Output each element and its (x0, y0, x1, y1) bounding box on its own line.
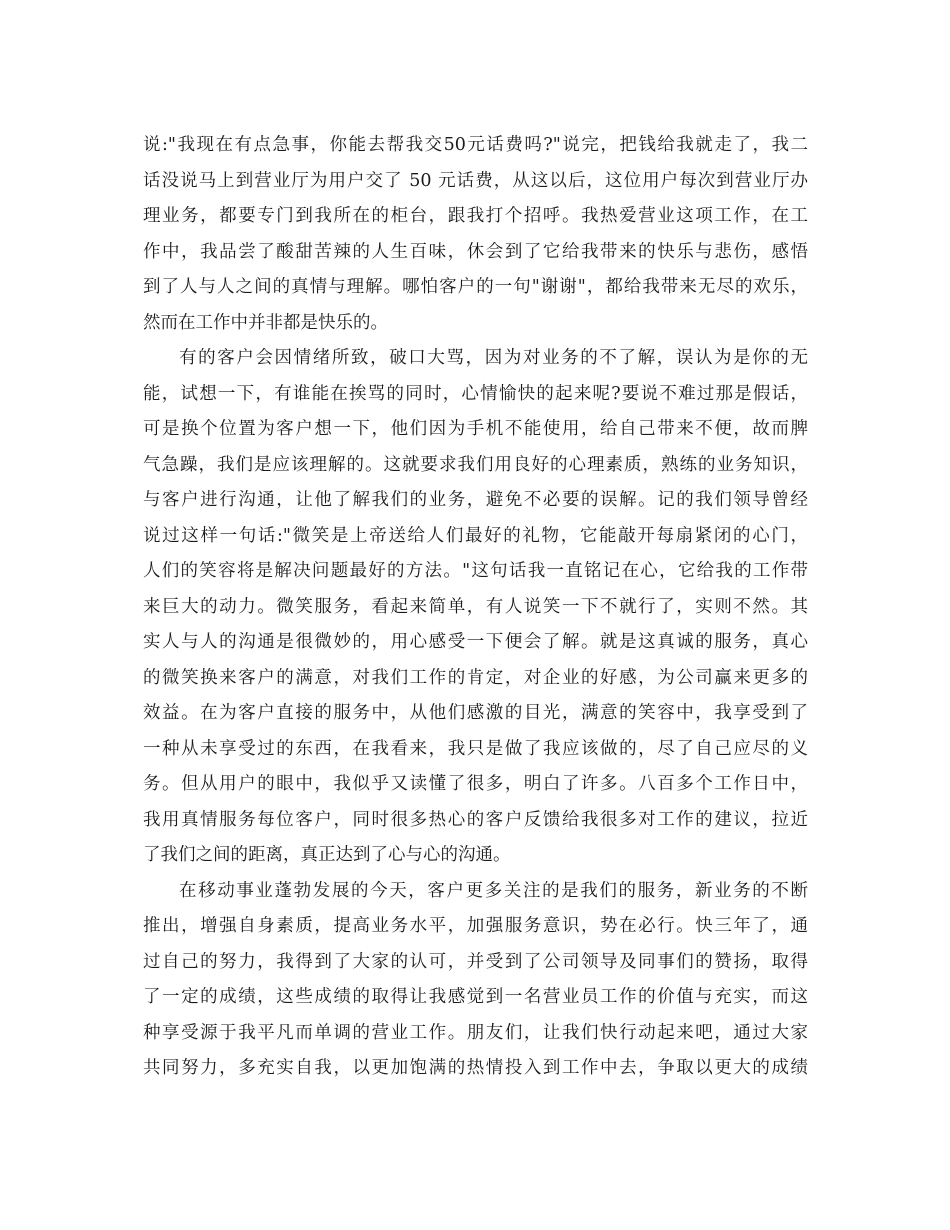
text-line: 到了人与人之间的真情与理解。哪怕客户的一句"谢谢"，都给我带来无尽的欢乐， (143, 277, 808, 297)
text-line: 作中，我品尝了酸甜苦辣的人生百味，休会到了它给我带来的快乐与悲伤，感悟 (143, 241, 808, 262)
text-line: 务。但从用户的眼中，我似乎又读懂了很多，明白了许多。八百多个工作日中， (143, 774, 808, 794)
text-line: 来巨大的动力。微笑服务，看起来简单，有人说笑一下不就行了，实则不然。其 (143, 596, 808, 617)
text-line: 与客户进行沟通，让他了解我们的业务，避免不必要的误解。记的我们领导曾经 (143, 490, 808, 510)
text-line: 了我们之间的距离，真正达到了心与心的沟通。 (143, 845, 511, 865)
text-line: 然而在工作中并非都是快乐的。 (143, 312, 388, 333)
body-text (143, 128, 808, 1087)
text-line: 推出，增强自身素质，提高业务水平，加强服务意识，势在必行。快三年了，通 (143, 916, 808, 936)
paragraph-1 (143, 128, 808, 341)
text-line: 一种从未享受过的东西，在我看来，我只是做了我应该做的，尽了自己应尽的义 (143, 738, 808, 759)
text-line: 实人与人的沟通是很微妙的，用心感受一下便会了解。就是这真诚的服务，真心 (143, 632, 808, 652)
text-line: 过自己的努力，我得到了大家的认可，并受到了公司领导及同事们的赞扬，取得 (143, 951, 808, 972)
text-line: 有的客户会因情绪所致，破口大骂，因为对业务的不了解，误认为是你的无 (179, 348, 808, 368)
text-line: 种享受源于我平凡而单调的营业工作。朋友们，让我们快行动起来吧，通过大家 (143, 1022, 808, 1043)
text-line: 说过这样一句话:"微笑是上帝送给人们最好的礼物，它能敲开每扇紧闭的心门， (143, 525, 808, 546)
text-line: 能，试想一下，有谁能在挨骂的同时，心情愉快的起来呢?要说不难过那是假话， (143, 383, 808, 404)
text-line: 说:"我现在有点急事，你能去帮我交50元话费吗?"说完，把钱给我就走了，我二 (143, 135, 808, 155)
text-line: 人们的笑容将是解决问题最好的方法。"这句话我一直铭记在心，它给我的工作带 (143, 561, 808, 581)
paragraph-2 (143, 341, 808, 874)
text-line: 效益。在为客户直接的服务中，从他们感激的目光，满意的笑容中，我享受到了 (143, 703, 808, 723)
text-line: 理业务，都要专门到我所在的柜台，跟我打个招呼。我热爱营业这项工作，在工 (143, 206, 808, 226)
paragraph-3 (143, 874, 808, 1087)
text-line: 了一定的成绩，这些成绩的取得让我感觉到一名营业员工作的价值与充实，而这 (143, 987, 808, 1007)
text-line: 在移动事业蓬勃发展的今天，客户更多关注的是我们的服务，新业务的不断 (179, 880, 808, 901)
text-line: 话没说马上到营业厅为用户交了 50 元话费，从这以后，这位用户每次到营业厅办 (143, 170, 808, 191)
text-line: 的微笑换来客户的满意，对我们工作的肯定，对企业的好感，为公司赢来更多的 (143, 667, 808, 688)
text-line: 可是换个位置为客户想一下，他们因为手机不能使用，给自己带来不便，故而脾 (143, 419, 808, 439)
text-line: 我用真情服务每位客户，同时很多热心的客户反馈给我很多对工作的建议，拉近 (143, 809, 808, 830)
text-line: 共同努力，多充实自我，以更加饱满的热情投入到工作中去，争取以更大的成绩 (143, 1058, 808, 1078)
text-line: 气急躁，我们是应该理解的。这就要求我们用良好的心理素质，熟练的业务知识， (143, 454, 808, 475)
